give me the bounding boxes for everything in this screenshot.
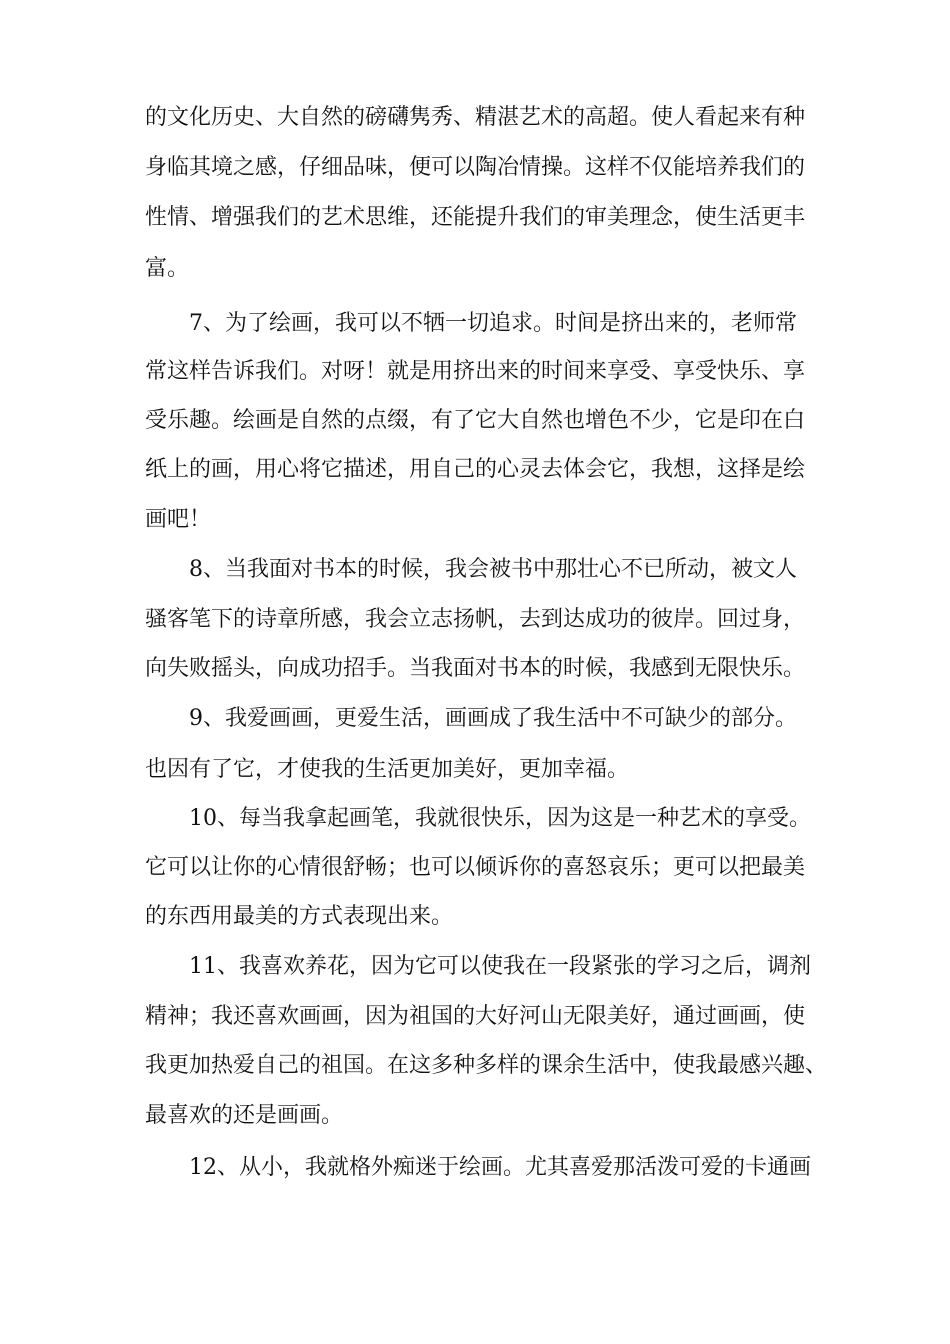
text-line: 7、为了绘画，我可以不牺一切追求。时间是挤出来的，老师常 <box>189 311 797 336</box>
text-line: 也因有了它，才使我的生活更加美好，更加幸福。 <box>145 757 630 782</box>
text-line: 精神；我还喜欢画画，因为祖国的大好河山无限美好，通过画画，使 <box>145 1004 806 1029</box>
text-line: 富。 <box>145 256 190 281</box>
text-line: 身临其境之感，仔细品味，便可以陶冶情操。这样不仅能培养我们的 <box>145 155 806 180</box>
text-line: 的东西用最美的方式表现出来。 <box>145 904 454 929</box>
text-line: 12、从小，我就格外痴迷于绘画。尤其喜爱那活泼可爱的卡通画 <box>189 1155 811 1180</box>
text-line: 的文化历史、大自然的磅礴隽秀、精湛艺术的高超。使人看起来有种 <box>145 105 806 130</box>
text-line: 骚客笔下的诗章所感，我会立志扬帆，去到达成功的彼岸。回过身， <box>145 607 806 632</box>
text-line: 9、我爱画画，更爱生活，画画成了我生活中不可缺少的部分。 <box>189 706 797 731</box>
text-line: 11、我喜欢养花，因为它可以使我在一段紧张的学习之后，调剂 <box>189 954 811 979</box>
text-line: 我更加热爱自己的祖国。在这多种多样的课余生活中，使我最感兴趣、 <box>145 1053 828 1078</box>
text-line: 它可以让你的心情很舒畅；也可以倾诉你的喜怒哀乐；更可以把最美 <box>145 855 806 880</box>
text-line: 受乐趣。绘画是自然的点缀，有了它大自然也增色不少，它是印在白 <box>145 408 806 433</box>
text-line: 常这样告诉我们。对呀！就是用挤出来的时间来享受、享受快乐、享 <box>145 359 806 384</box>
text-line: 最喜欢的还是画画。 <box>145 1103 344 1128</box>
text-line: 8、当我面对书本的时候，我会被书中那壮心不已所动，被文人 <box>189 557 797 582</box>
text-line: 纸上的画，用心将它描述，用自己的心灵去体会它，我想，这择是绘 <box>145 457 806 482</box>
text-line: 10、每当我拿起画笔，我就很快乐，因为这是一种艺术的享受。 <box>189 806 811 831</box>
text-line: 性情、增强我们的艺术思维，还能提升我们的审美理念，使生活更丰 <box>145 205 806 230</box>
text-line: 画吧！ <box>145 507 212 532</box>
text-line: 向失败摇头，向成功招手。当我面对书本的时候，我感到无限快乐。 <box>145 656 806 681</box>
